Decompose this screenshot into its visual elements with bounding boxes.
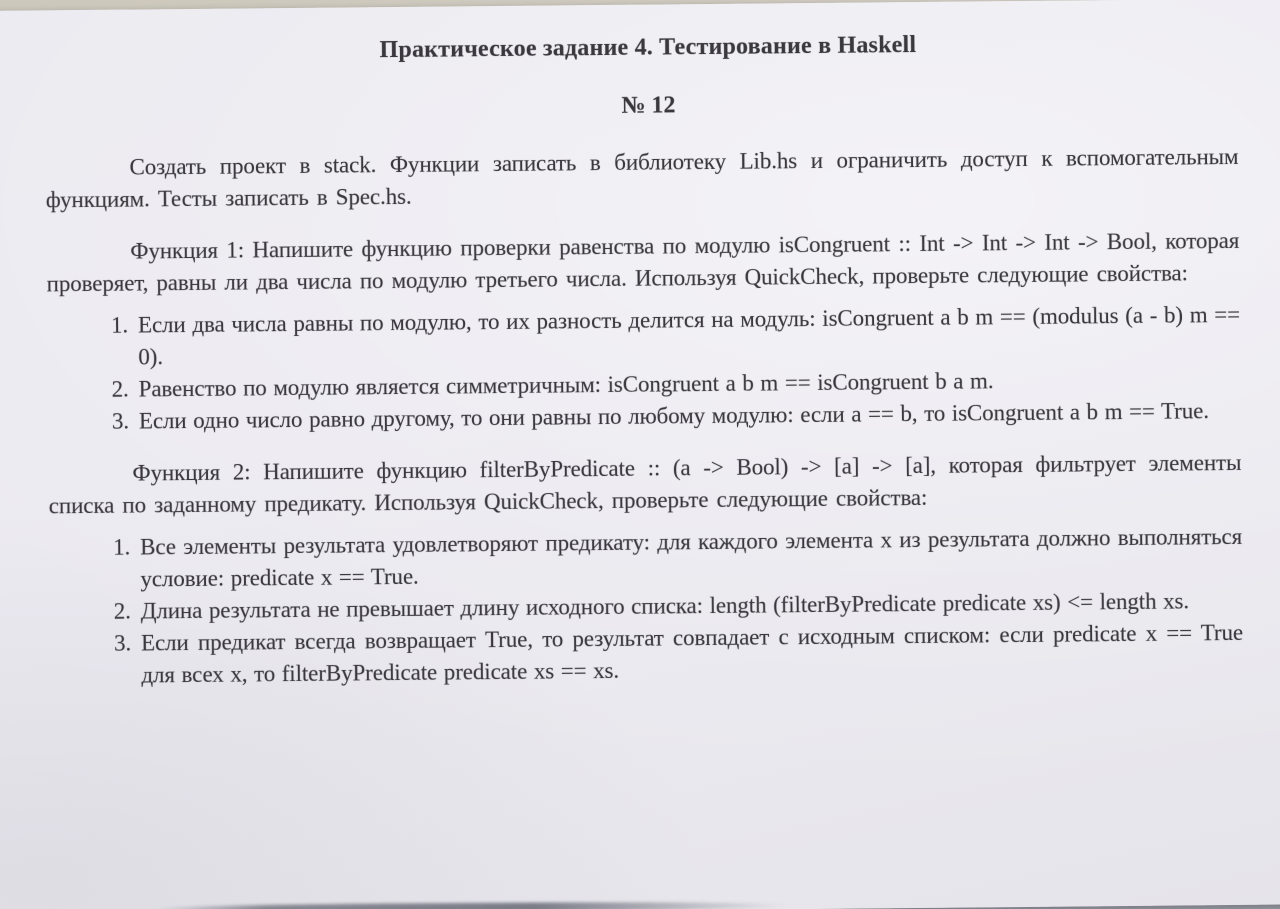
function1-properties-list [111,299,1241,438]
list-item-number: 2. [111,376,129,402]
function2-paragraph [48,447,1242,522]
list-item-text: Все элементы результата удовлетворяют предикату: для каждого элемента x из результата должно выполняться условие: predicate x == True. [140,523,1243,592]
list-item-text: Равенство по модулю является симметричным: isCongruent a b m == isCongruent b a m. [138,368,994,402]
function2-text: Напишите функцию filterByPredicate :: (a -> Bool) -> [a] -> [a], которая фильтрует элементы списка по заданному предикату. Используя QuickCheck, проверьте следующие свойства: [48,449,1242,519]
function2-properties-list [113,521,1243,692]
function1-paragraph [46,225,1240,300]
function1-label: Функция 1: [130,237,245,264]
function1-text: Напишите функцию проверки равенства по модулю isCongruent :: Int -> Int -> Int -> Bool, которая проверяет, равны ли два числа по модулю третьего числа. Используя QuickCheck, проверьте следующие свойства: [46,227,1240,297]
list-item [111,299,1241,374]
list-item-text: Длина результата не превышает длину исходного списка: length (filterByPredicate predicate xs) <= length xs. [140,588,1190,624]
list-item-number: 1. [110,312,129,338]
intro-paragraph: Создать проект в stack. Функции записать в библиотеку Lib.hs и ограничить доступ к вспомогательным функциям. Тесты записать в Spec.hs. [45,143,1239,213]
list-item-text: Если одно число равно другому, то они равны по любому модулю: если a == b, то isCongruent a b m == True. [138,398,1209,434]
list-item [114,617,1244,692]
list-item-text: Если два числа равны по модулю, то их разность делится на модуль: isCongruent a b m == (modulus (a - b) m == 0). [137,301,1241,370]
list-item-number: 2. [113,598,131,624]
list-item-text: Если предикат всегда возвращает True, то результат совпадает с исходным списком: если predicate x == True для всех x, то filterByPredicate predicate xs == xs. [140,619,1244,688]
function2-label: Функция 2: [132,459,251,486]
list-item-number: 3. [113,630,132,656]
document-title: Практическое задание 4. Тестирование в Haskell [379,31,917,64]
variant-number: № 12 [621,92,676,119]
list-item-number: 1. [113,534,131,560]
list-item [113,521,1243,596]
list-item-number: 3. [111,408,130,434]
